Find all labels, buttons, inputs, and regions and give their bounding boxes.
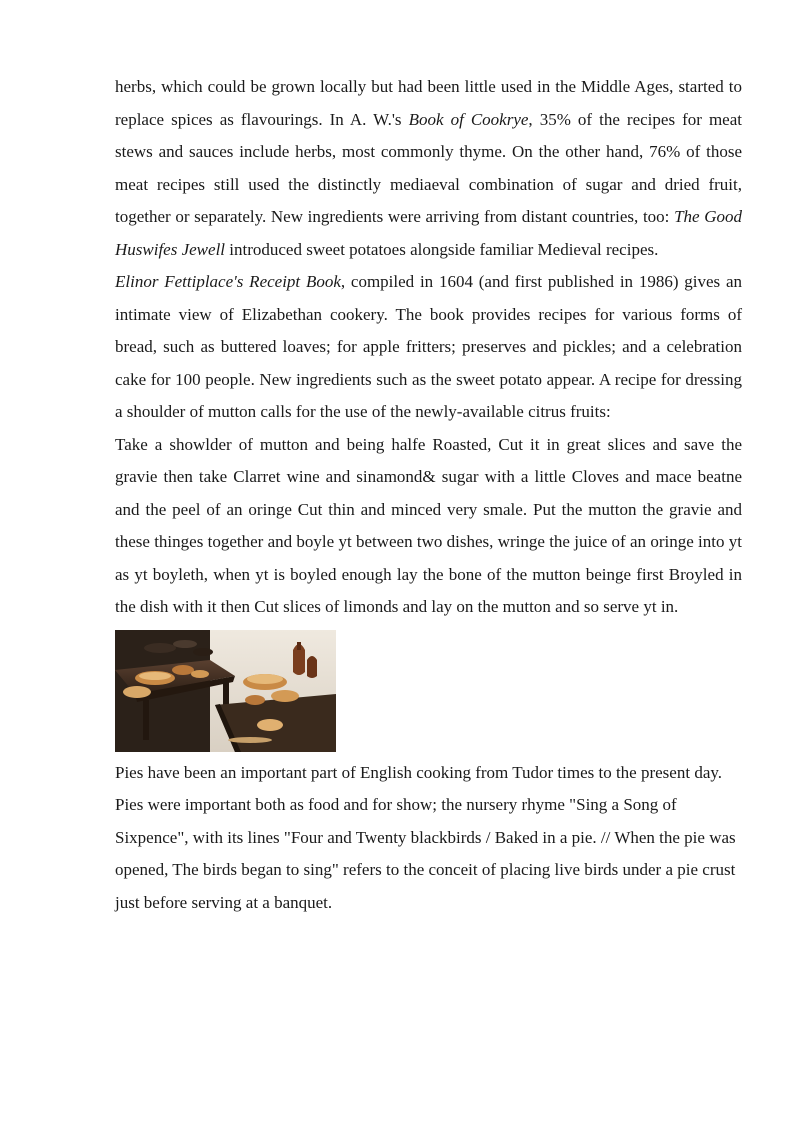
book-title-cookrye: Book of Cookrye [408, 109, 529, 129]
bowl [144, 643, 176, 653]
book-title-fettiplace: Elinor Fettiplace's Receipt Book [115, 272, 341, 291]
knife [228, 737, 272, 743]
text-run: herbs, which could be grown locally but had been little used in the Middle Ages, started to replace spices as flavourings. In A. W.'s [115, 77, 742, 129]
bread-highlight [247, 674, 283, 684]
pie [123, 686, 151, 698]
paragraph-pies-intro: Pies have been an important part of English cooking from Tudor times to the present day. [115, 762, 723, 782]
bowl [173, 640, 197, 648]
paragraph-pies-show: Pies were important both as food and for show; the nursery rhyme "Sing a Song of Sixpence", with its lines "Four and Twenty blackbirds / Baked in a pie. // When the pie was opened, The birds began to sing" refers to the conceit of placing live birds under a pie crust just before serving at a banquet. [115, 795, 736, 912]
paragraph-herbs [115, 71, 742, 266]
text-run: introduced sweet potatoes alongside familiar Medieval recipes. [225, 239, 659, 259]
text-run: , compiled in 1604 (and first published in 1986) gives an intimate view of Elizabethan cookery. The book provides recipes for various forms of bread, such as buttered loaves; for apple fritters; preserves and pickles; and a celebration cake for 100 people. New ingredients such as the sweet potato appear. A recipe for dressing a shoulder of mutton calls for the use of the newly-available citrus fruits: [115, 272, 742, 421]
book-title-huswifes-jewell: The Good Huswifes Jewell [115, 207, 743, 259]
bread-highlight [139, 672, 171, 680]
tudor-table-photo [115, 630, 336, 752]
bread-roll [271, 690, 299, 702]
bread-roll [172, 665, 194, 675]
bread-roll [191, 670, 209, 678]
text-run: , 35% of the recipes for meat stews and sauces include herbs, most commonly thyme. On the other hand, 76% of those meat recipes still used the distinctly mediaeval combination of sugar and dried fruit, together or separately. New ingredients were arriving from distant countries, too: [115, 109, 742, 226]
left-table-leg [143, 700, 149, 740]
paragraph-fettiplace [115, 266, 742, 429]
tudor-table-illustration [115, 630, 336, 752]
jug [307, 656, 317, 678]
pie [257, 719, 283, 731]
jug-neck [297, 642, 301, 650]
document-page [115, 71, 742, 919]
bread-roll [245, 695, 265, 705]
paragraph-mutton-recipe: Take a showlder of mutton and being halfe Roasted, Cut it in great slices and save the gravie then take Clarret wine and sinamond& sugar with a little Cloves and mace beatne and the peel of an oringe Cut thin and minced very smale. Put the mutton the gravie and these thinges together and boyle yt between two dishes, wringe the juice of an oringe into yt as yt boyleth, when yt is boyled enough lay the bone of the mutton beinge first Broyled in the dish with it then Cut slices of limonds and lay on the mutton and so serve yt in. [115, 434, 742, 616]
bowl [193, 648, 213, 656]
